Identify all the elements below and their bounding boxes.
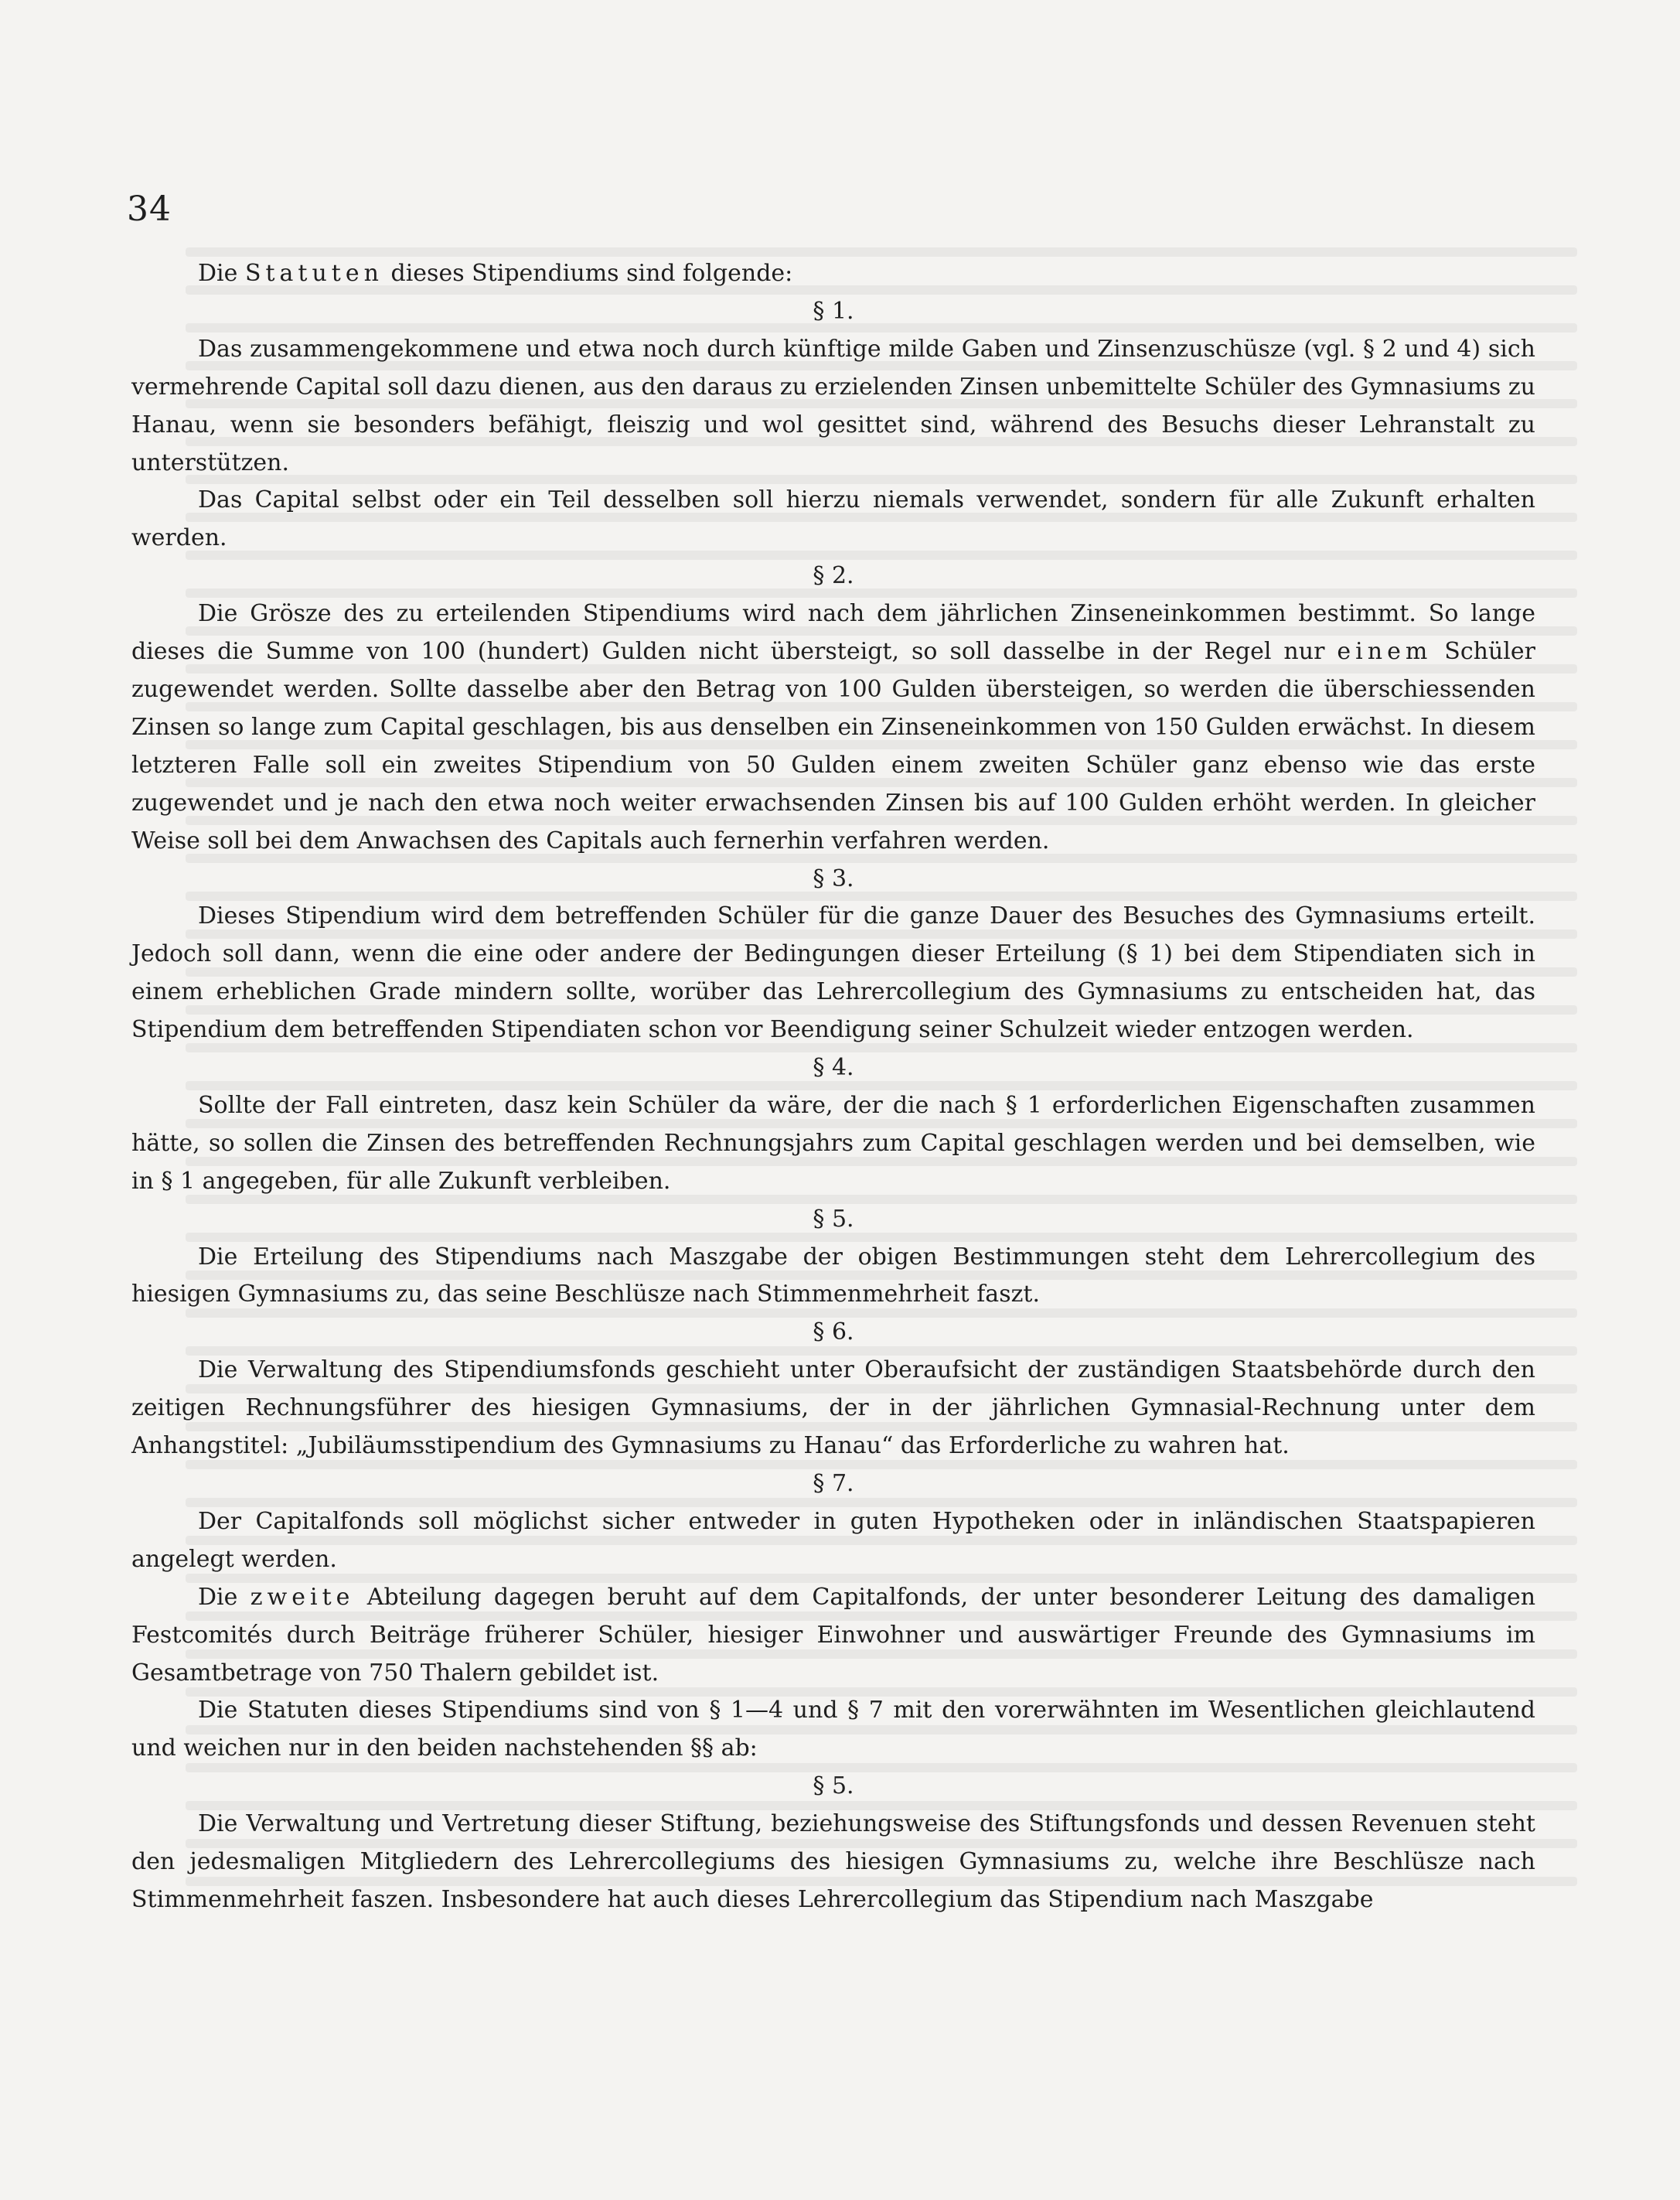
section-heading-1: § 1. [813, 297, 854, 325]
section-2-text-after: Schüler zugewendet werden. Sollte dasselbe aber den Betrag von 100 Gulden übersteigen, so werden die überschiessenden Zinsen so lange zum Capital geschlagen, bis aus denselben ein Zinseneinkommen von 150 Gulden erwächst. In diesem letzteren Falle soll ein zweites Stipendium von 50 Gulden einem zweiten Schüler ganz ebenso wie das erste zugewendet und je nach den etwa noch weiter erwachsenden Zinsen bis auf 100 Gulden erhöht werden. In gleicher Weise soll bei dem Anwachsen des Capitals auch fernerhin verfahren werden. [131, 638, 1535, 854]
section-7-paragraph-1: Der Capitalfonds soll möglichst sicher entweder in guten Hypotheken oder in inländischen Staatspapieren angelegt werden. [131, 1507, 1535, 1573]
section-3-paragraph-1: Dieses Stipendium wird dem betreffenden Schüler für die ganze Dauer des Besuches des Gymnasiums erteilt. Jedoch soll dann, wenn die eine oder andere der Bedingungen dieser Erteilung (§ 1) bei dem Stipendiaten sich in einem erheblichen Grade mindern sollte, worüber das Lehrercollegium des Gymnasiums zu entscheiden hat, das Stipendium dem betreffenden Stipendiaten schon vor Beendigung seiner Schulzeit wieder entzogen werden. [131, 902, 1535, 1044]
intro-text-before: Die [198, 260, 245, 287]
page-number: 34 [127, 189, 172, 229]
second-text-before: Die [198, 1583, 250, 1611]
section-5-paragraph-1: Die Erteilung des Stipendiums nach Maszgabe der obigen Bestimmungen steht dem Lehrercollegium des hiesigen Gymnasiums zu, das seine Beschlüsze nach Stimmenmehrheit faszt. [131, 1243, 1535, 1308]
second-section-heading-5: § 5. [813, 1772, 854, 1800]
second-statutes-paragraph: Die Statuten dieses Stipendiums sind von § 1—4 und § 7 mit den vorerwähnten im Wesentlichen gleichlautend und weichen nur in den beiden nachstehenden §§ ab: [131, 1697, 1535, 1762]
section-heading-6: § 6. [813, 1318, 854, 1346]
section-2-paragraph-1 [131, 595, 1535, 860]
section-heading-3: § 3. [813, 865, 854, 892]
section-1-paragraph-1: Das zusammengekommene und etwa noch durch künftige milde Gaben und Zinsenzuschüsze (vgl. § 2 und 4) sich vermehrende Capital soll dazu dienen, aus den daraus zu erzielenden Zinsen unbemittelte Schüler des Gymnasiums zu Hanau, wenn sie besonders befähigt, fleiszig und wol gesittet sind, während des Besuchs dieser Lehranstalt zu unterstützen. [131, 335, 1535, 476]
section-6-paragraph-1: Die Verwaltung des Stipendiumsfonds geschieht unter Oberaufsicht der zuständigen Staatsbehörde durch den zeitigen Rechnungsführer des hiesigen Gymnasiums, der in der jährlichen Gymnasial-Rechnung unter dem Anhangstitel: „Jubiläumsstipendium des Gymnasiums zu Hanau“ das Erforderliche zu wahren hat. [131, 1356, 1535, 1460]
section-1-paragraph-2: Das Capital selbst oder ein Teil desselben soll hierzu niemals verwendet, sondern für alle Zukunft erhalten werden. [131, 486, 1535, 552]
section-heading-7: § 7. [813, 1470, 854, 1497]
section-4-paragraph-1: Sollte der Fall eintreten, dasz kein Schüler da wäre, der die nach § 1 erforderlichen Eigenschaften zusammen hätte, so sollen die Zinsen des betreffenden Rechnungsjahrs zum Capital geschlagen werden und bei demselben, wie in § 1 angegeben, für alle Zukunft verbleiben. [131, 1091, 1535, 1195]
section-heading-2: § 2. [813, 562, 854, 590]
second-text-after: Abteilung dagegen beruht auf dem Capitalfonds, der unter besonderer Leitung des damaligen Festcomités durch Beiträge früherer Schüler, hiesiger Einwohner und auswärtiger Freunde des Gymnasiums im Gesamtbetrage von 750 Thalern gebildet ist. [131, 1583, 1536, 1687]
intro-paragraph [131, 255, 1535, 293]
intro-text-after: dieses Stipendiums sind folgende: [383, 260, 793, 287]
second-emphasis: zweite [250, 1583, 355, 1611]
second-final-paragraph: Die Verwaltung und Vertretung dieser Stiftung, beziehungsweise des Stiftungsfonds und dessen Revenuen steht den jedesmaligen Mitgliedern des Lehrercollegiums des hiesigen Gymnasiums zu, welche ihre Beschlüsze nach Stimmenmehrheit faszen. Insbesondere hat auch dieses Lehrercollegium das Stipendium nach Maszgabe [131, 1810, 1535, 1913]
intro-emphasis: Statuten [244, 260, 383, 287]
document-body [131, 255, 1535, 1919]
section-2-text-before: Die Grösze des zu erteilenden Stipendiums wird nach dem jährlichen Zinseneinkommen bestimmt. So lange dieses die Summe von 100 (hundert) Gulden nicht übersteigt, so soll dasselbe in der Regel nur [131, 600, 1535, 666]
section-2-emphasis: einem [1337, 638, 1433, 666]
section-heading-5: § 5. [813, 1205, 854, 1233]
second-division-paragraph [131, 1579, 1535, 1693]
section-heading-4: § 4. [813, 1054, 854, 1082]
